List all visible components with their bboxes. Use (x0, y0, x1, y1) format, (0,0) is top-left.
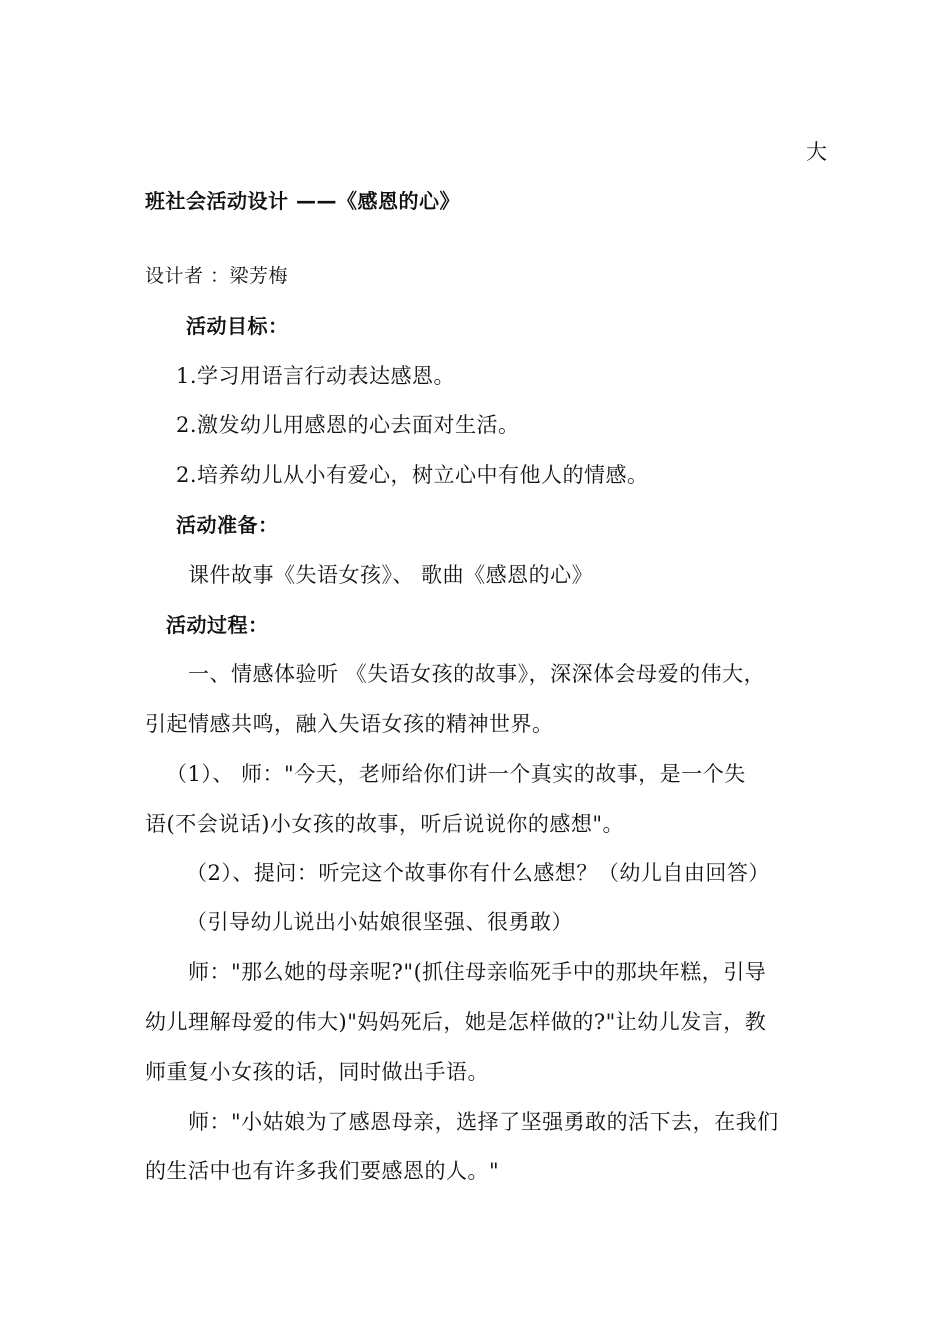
goals-heading: 活动目标： (186, 314, 289, 338)
process-line: 幼儿理解母爱的伟大)"妈妈死后，她是怎样做的?"让幼儿发言，教 (145, 1010, 767, 1034)
process-line: 语(不会说话)小女孩的故事，听后说说你的感想"。 (145, 812, 625, 836)
prep-text: 课件故事《失语女孩》、 歌曲《感恩的心》 (188, 563, 594, 587)
process-line: 师："那么她的母亲呢?"(抓住母亲临死手中的那块年糕，引导 (188, 960, 767, 984)
title-corner-char: 大 (806, 140, 828, 164)
process-line: 师重复小女孩的话，同时做出手语。 (145, 1060, 489, 1084)
goal-item: 2.培养幼儿从小有爱心，树立心中有他人的情感。 (176, 463, 649, 487)
goal-item: 1.学习用语言行动表达感恩。 (176, 364, 456, 388)
prep-heading: 活动准备： (176, 513, 279, 537)
process-heading: 活动过程： (166, 613, 269, 637)
process-line: 的生活中也有许多我们要感恩的人。" (145, 1159, 500, 1183)
process-line: （1）、 师："今天，老师给你们讲一个真实的故事，是一个失 (166, 762, 746, 786)
process-line: （2）、提问：听完这个故事你有什么感想？（幼儿自由回答） (186, 861, 770, 885)
page-title: 班社会活动设计 ——《感恩的心》 (145, 189, 460, 213)
goal-item: 2.激发幼儿用感恩的心去面对生活。 (176, 413, 520, 437)
process-line: 引起情感共鸣，融入失语女孩的精神世界。 (145, 712, 554, 736)
designer-line: 设计者 ：梁芳梅 (145, 265, 289, 287)
process-line: （引导幼儿说出小姑娘很坚强、很勇敢） (186, 910, 573, 934)
process-line: 师："小姑娘为了感恩母亲，选择了坚强勇敢的活下去，在我们 (188, 1110, 779, 1134)
process-line: 一、情感体验听 《失语女孩的故事》，深深体会母爱的伟大， (188, 662, 766, 686)
